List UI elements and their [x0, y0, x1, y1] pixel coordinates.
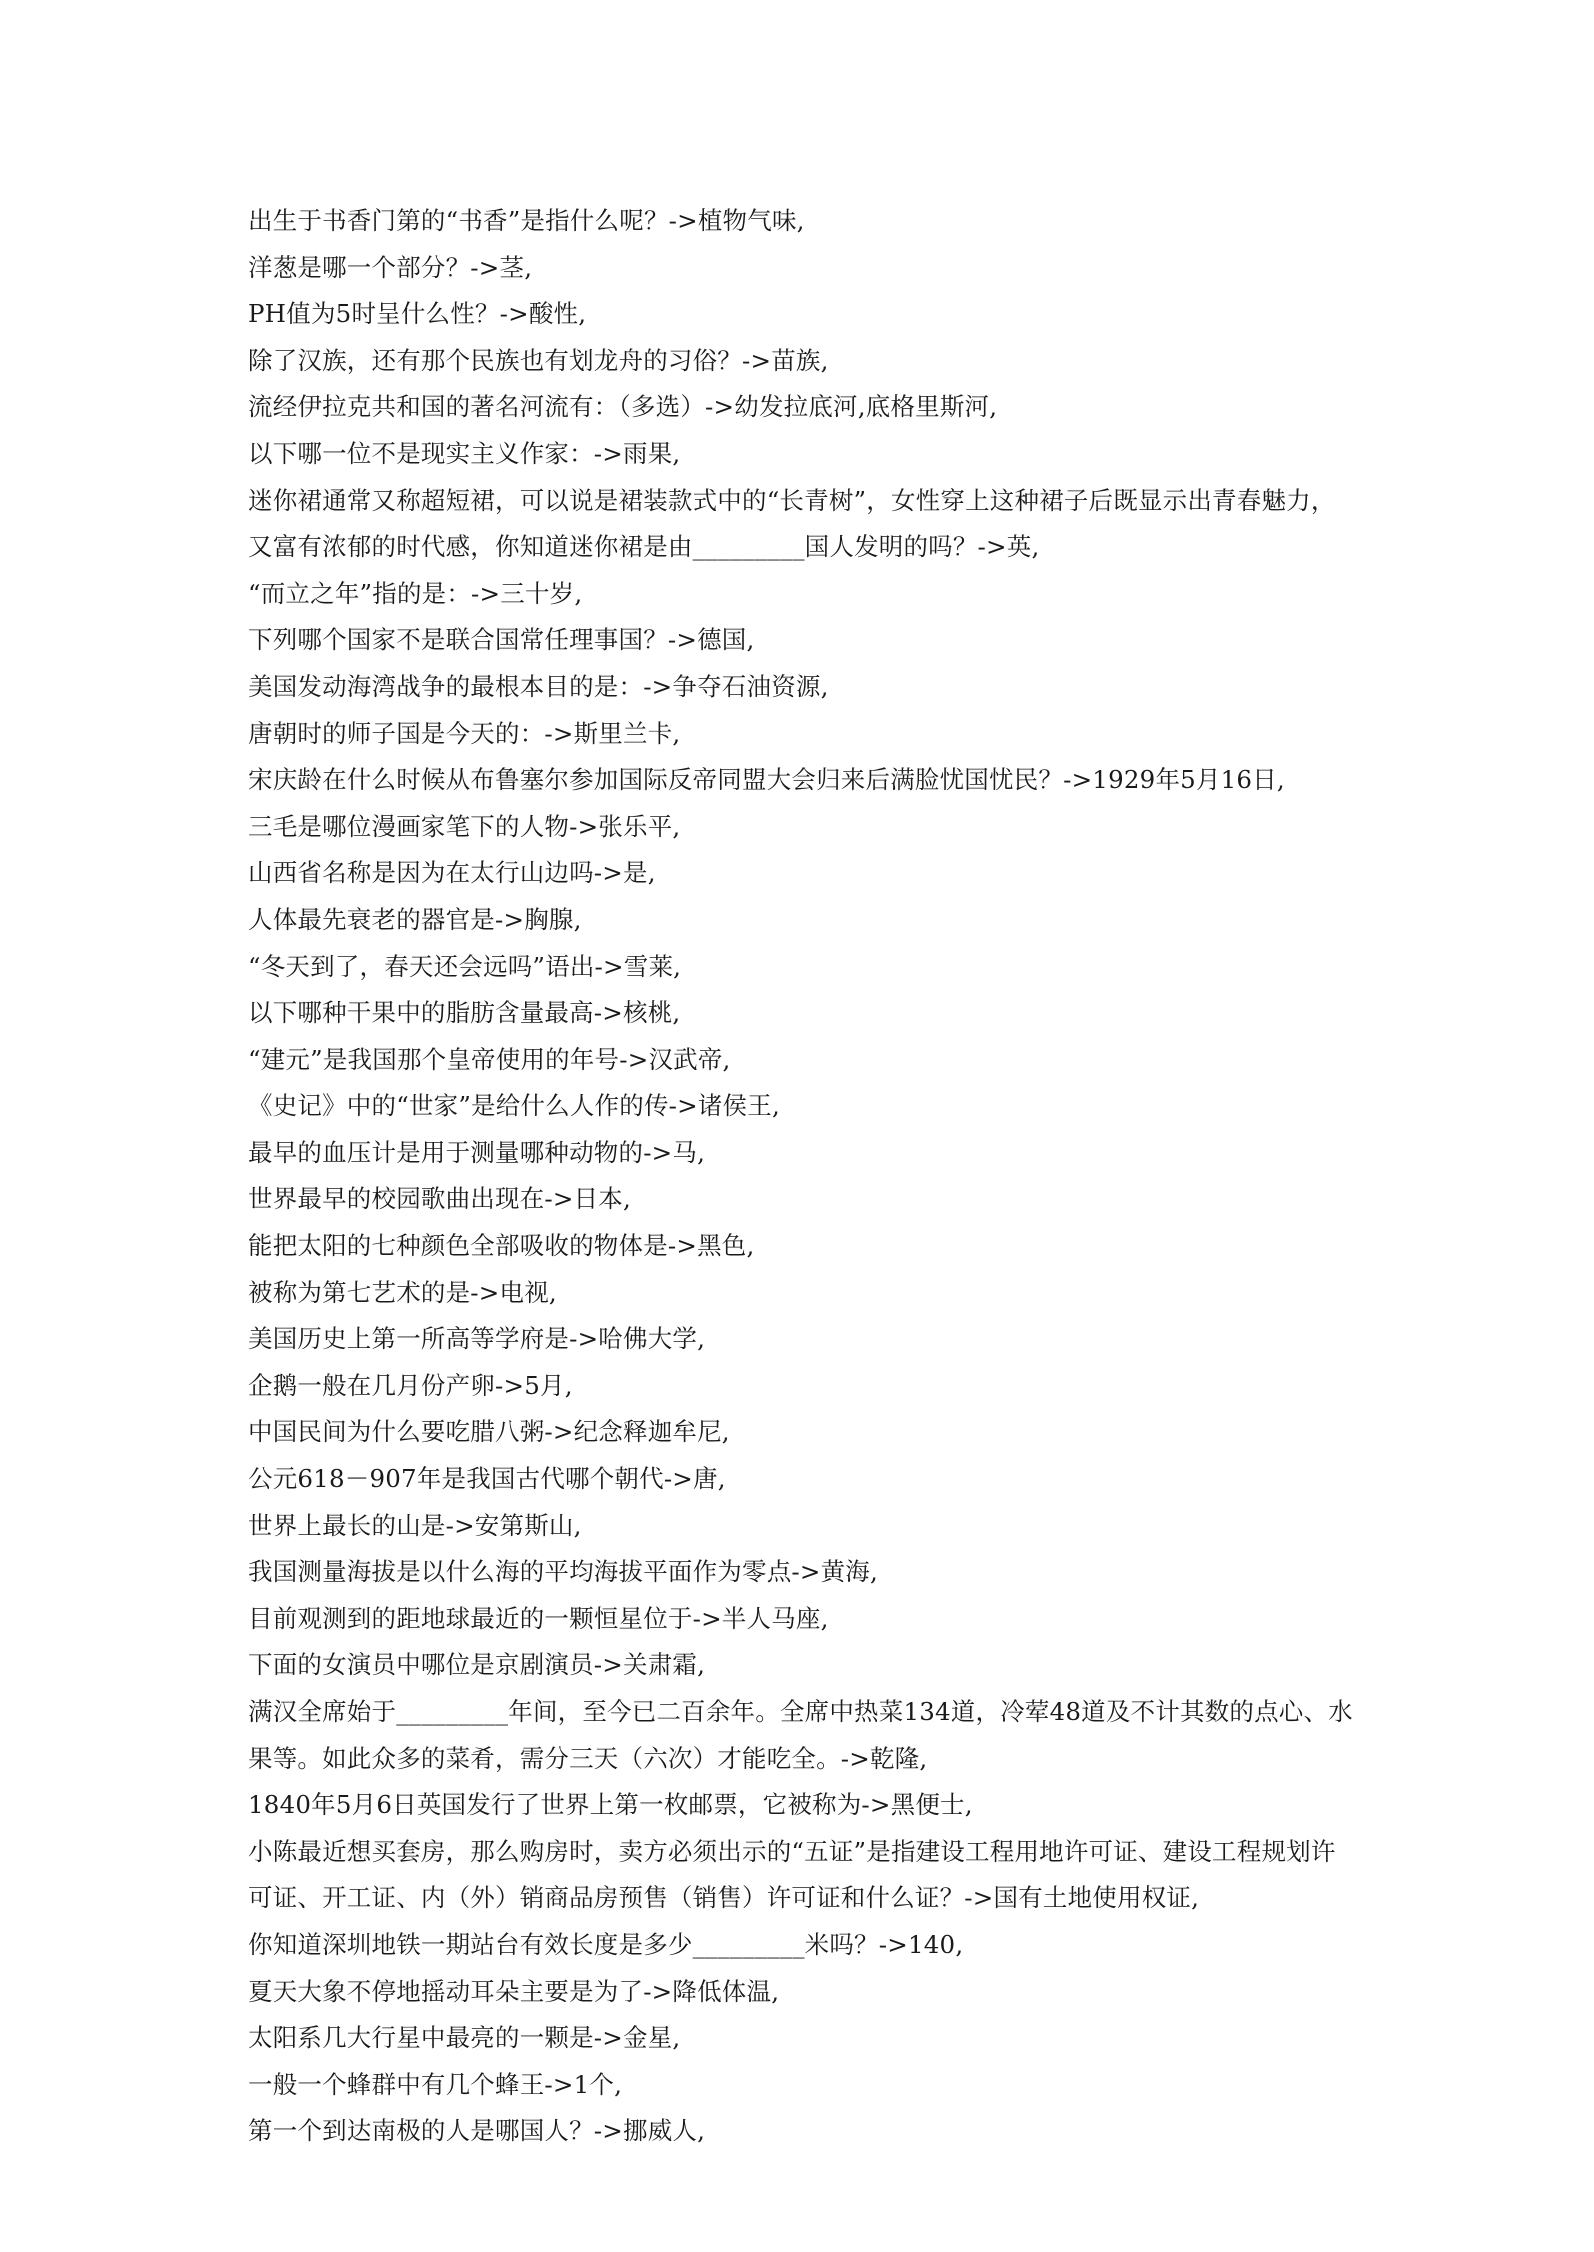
- qa-item: 以下哪一位不是现实主义作家：->雨果,: [248, 438, 681, 468]
- qa-item: 流经伊拉克共和国的著名河流有：（多选）->幼发拉底河,底格里斯河,: [248, 392, 998, 422]
- qa-item: “冬天到了，春天还会远吗”语出->雪莱,: [248, 951, 682, 981]
- qa-item: 太阳系几大行星中最亮的一颗是->金星,: [248, 2023, 681, 2053]
- qa-item: 第一个到达南极的人是哪国人？->挪威人,: [248, 2116, 706, 2146]
- qa-item: 世界上最长的山是->安第斯山,: [248, 1510, 582, 1540]
- qa-item: 迷你裙通常又称超短裙，可以说是裙装款式中的“长青树”，女性穿上这种裙子后既显示出青春魅力，又富有浓郁的时代感，你知道迷你裙是由_________国人发明的吗？->英,: [248, 485, 1336, 562]
- qa-item: 中国民间为什么要吃腊八粥->纪念释迦牟尼,: [248, 1417, 730, 1447]
- qa-item: 满汉全席始于_________年间，至今已二百余年。全席中热菜134道，冷荤48道及不计其数的点心、水果等。如此众多的菜肴，需分三天（六次）才能吃全。->乾隆,: [248, 1697, 1353, 1773]
- qa-item: PH值为5时呈什么性？->酸性,: [248, 299, 587, 329]
- qa-item: 夏天大象不停地摇动耳朵主要是为了->降低体温,: [248, 1976, 780, 2006]
- qa-item: 宋庆龄在什么时候从布鲁塞尔参加国际反帝同盟大会归来后满脸忧国忧民？->1929年5月16日,: [248, 765, 1285, 795]
- qa-item: 小陈最近想买套房，那么购房时，卖方必须出示的“五证”是指建设工程用地许可证、建设工程规划许可证、开工证、内（外）销商品房预售（销售）许可证和什么证？->国有土地使用权证,: [248, 1836, 1336, 1913]
- qa-item: 公元618－907年是我国古代哪个朝代->唐,: [248, 1464, 726, 1494]
- qa-item: 1840年5月6日英国发行了世界上第一枚邮票，它被称为->黑便士,: [248, 1790, 973, 1820]
- qa-item: 世界最早的校园歌曲出现在->日本,: [248, 1184, 631, 1214]
- qa-item: 一般一个蜂群中有几个蜂王->1个,: [248, 2069, 623, 2099]
- qa-item: 能把太阳的七种颜色全部吸收的物体是->黑色,: [248, 1231, 755, 1261]
- qa-item: 最早的血压计是用于测量哪种动物的->马,: [248, 1137, 706, 1167]
- qa-list: [248, 198, 1354, 2155]
- qa-item: 我国测量海拔是以什么海的平均海拔平面作为零点->黄海,: [248, 1557, 878, 1587]
- qa-item: 唐朝时的师子国是今天的：->斯里兰卡,: [248, 718, 681, 748]
- qa-item: “而立之年”指的是：->三十岁,: [248, 578, 583, 608]
- qa-item: 你知道深圳地铁一期站台有效长度是多少_________米吗？->140,: [248, 1929, 964, 1959]
- qa-item: 三毛是哪位漫画家笔下的人物->张乐平,: [248, 811, 681, 841]
- qa-item: 美国历史上第一所高等学府是->哈佛大学,: [248, 1324, 706, 1354]
- qa-item: 下面的女演员中哪位是京剧演员->关肃霜,: [248, 1650, 706, 1680]
- qa-item: 除了汉族，还有那个民族也有划龙舟的习俗？->苗族,: [248, 345, 829, 375]
- qa-item: 下列哪个国家不是联合国常任理事国？->德国,: [248, 625, 755, 655]
- qa-item: “建元”是我国那个皇帝使用的年号->汉武帝,: [248, 1044, 731, 1074]
- qa-item: 洋葱是哪一个部分？->茎,: [248, 252, 533, 282]
- qa-item: 《史记》中的“世家”是给什么人作的传->诸侯王,: [248, 1091, 780, 1121]
- qa-item: 以下哪种干果中的脂肪含量最高->核桃,: [248, 998, 681, 1028]
- qa-item: 被称为第七艺术的是->电视,: [248, 1277, 557, 1307]
- qa-item: 美国发动海湾战争的最根本目的是：->争夺石油资源,: [248, 671, 829, 701]
- qa-item: 企鹅一般在几月份产卵->5月,: [248, 1370, 573, 1400]
- qa-item: 目前观测到的距地球最近的一颗恒星位于->半人马座,: [248, 1603, 829, 1633]
- qa-item: 山西省名称是因为在太行山边吗->是,: [248, 858, 656, 888]
- qa-item: 人体最先衰老的器官是->胸腺,: [248, 904, 582, 934]
- qa-item: 出生于书香门第的“书香”是指什么呢？->植物气味,: [248, 206, 805, 235]
